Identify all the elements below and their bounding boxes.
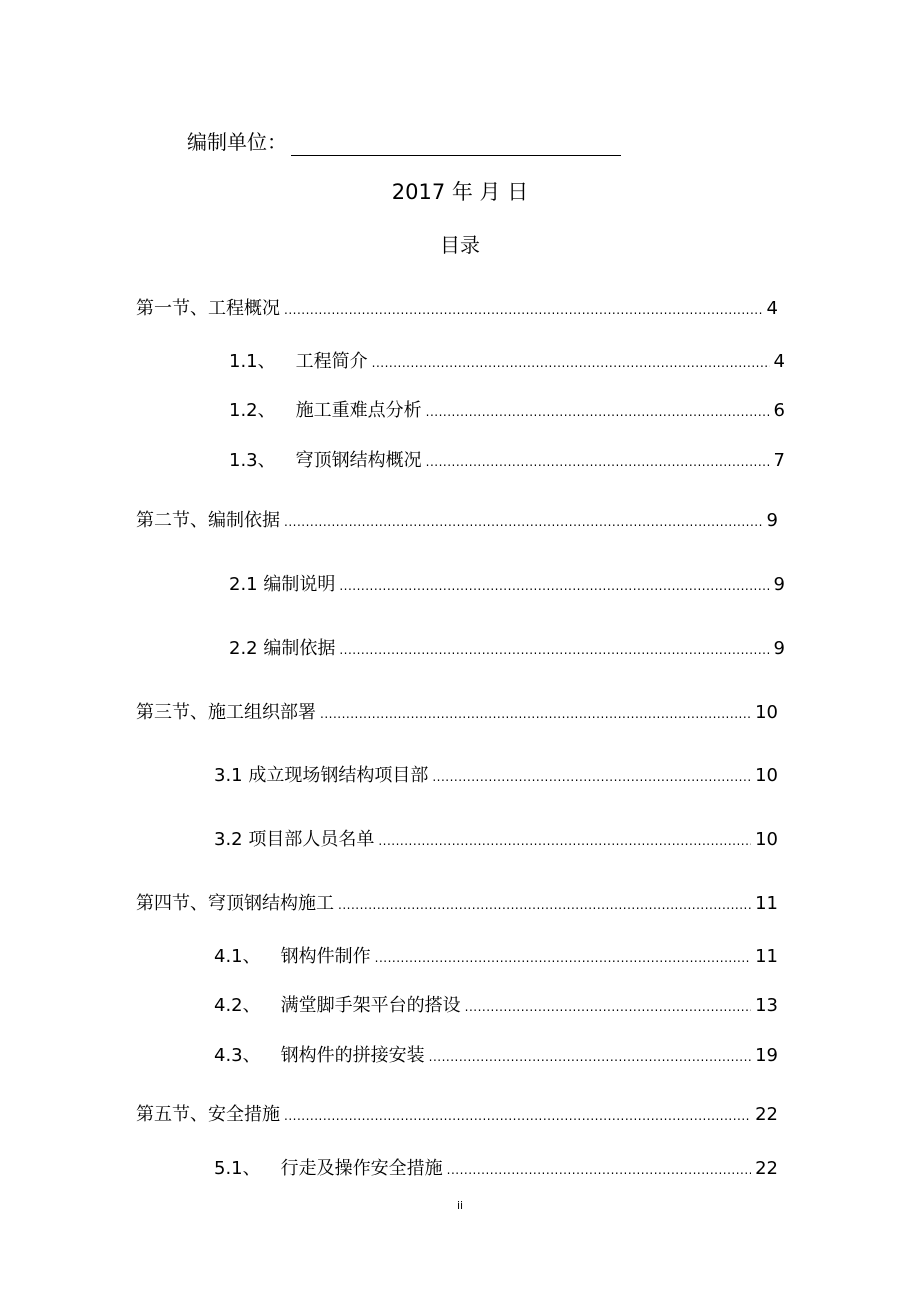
toc-entry[interactable] (214, 993, 778, 1019)
document-date: 2017 年 月 日 (391, 180, 529, 204)
toc-entry-number: 1.2、 (229, 400, 276, 421)
compiler-blank-line (291, 133, 621, 156)
toc-leader-dots (429, 1044, 751, 1070)
toc-entry-page: 9 (773, 574, 785, 595)
toc-entry-page: 4 (766, 298, 778, 319)
toc-leader-dots (378, 828, 751, 854)
toc-entry[interactable] (136, 891, 778, 917)
toc-leader-dots (426, 399, 770, 425)
toc-entry-page: 4 (773, 351, 785, 372)
toc-entry-text: 行走及操作安全措施 (280, 1158, 443, 1179)
toc-entry-page: 10 (755, 829, 778, 850)
toc-entry[interactable] (136, 700, 778, 726)
toc-entry-label (214, 1043, 425, 1069)
toc-entry-page: 19 (755, 1045, 778, 1066)
toc-entry-page: 11 (755, 946, 778, 967)
toc-entry-number: 1.1、 (229, 351, 276, 372)
toc-entry-number: 5.1、 (214, 1158, 261, 1179)
toc-entry-label: 第五节、安全措施 (136, 1104, 280, 1125)
toc-entry-label (229, 349, 368, 375)
toc-entry-page: 13 (755, 995, 778, 1016)
toc-entry-label: 第三节、施工组织部署 (136, 702, 316, 723)
toc-entry[interactable] (214, 827, 778, 853)
toc-leader-dots (284, 509, 763, 535)
toc-entry-number: 4.1、 (214, 946, 261, 967)
toc-leader-dots (432, 764, 751, 790)
toc-entry-text: 钢构件的拼接安装 (280, 1045, 425, 1066)
toc-entry-label: 第四节、穹顶钢结构施工 (136, 893, 334, 914)
toc-entry-page: 10 (755, 765, 778, 786)
toc-leader-dots (465, 994, 751, 1020)
toc-entry-text: 钢构件制作 (280, 946, 371, 967)
toc-entry-page: 9 (773, 638, 785, 659)
toc-entry-text: 满堂脚手架平台的搭设 (280, 995, 461, 1016)
toc-entry-number: 1.3、 (229, 450, 276, 471)
toc-entry-page: 11 (755, 893, 778, 914)
toc-entry[interactable] (229, 572, 785, 598)
toc-leader-dots (320, 701, 751, 727)
toc-entry[interactable] (214, 1043, 778, 1069)
toc-entry-number: 4.3、 (214, 1045, 261, 1066)
toc-leader-dots (338, 892, 751, 918)
toc-entry[interactable] (136, 1102, 778, 1128)
toc-entry[interactable] (136, 508, 778, 534)
toc-leader-dots (447, 1157, 751, 1183)
toc-entry-page: 10 (755, 702, 778, 723)
toc-leader-dots (339, 637, 769, 663)
toc-entry-label (214, 944, 371, 970)
toc-entry-label: 第一节、工程概况 (136, 298, 280, 319)
toc-leader-dots (284, 1103, 751, 1129)
toc-entry[interactable] (229, 636, 785, 662)
toc-entry[interactable] (229, 349, 785, 375)
toc-leader-dots (375, 945, 751, 971)
toc-entry-page: 6 (773, 400, 785, 421)
toc-entry-label: 第二节、编制依据 (136, 510, 280, 531)
page-number: ii (456, 1199, 464, 1212)
toc-title: 目录 (440, 233, 480, 257)
toc-entry-text: 施工重难点分析 (295, 400, 422, 421)
toc-entry[interactable] (214, 763, 778, 789)
toc-entry-label: 3.1 成立现场钢结构项目部 (214, 765, 429, 786)
toc-entry-label: 3.2 项目部人员名单 (214, 829, 375, 850)
toc-leader-dots (284, 297, 763, 323)
toc-entry-label (229, 398, 422, 424)
toc-leader-dots (372, 350, 770, 376)
toc-leader-dots (426, 449, 770, 475)
toc-entry-text: 工程简介 (295, 351, 368, 372)
toc-entry-label (229, 448, 422, 474)
toc-entry-label (214, 993, 461, 1019)
toc-entry-label: 2.2 编制依据 (229, 638, 336, 659)
toc-leader-dots (339, 573, 769, 599)
toc-entry[interactable] (214, 944, 778, 970)
toc-entry-text: 穹顶钢结构概况 (295, 450, 422, 471)
toc-entry[interactable] (136, 296, 778, 322)
toc-entry[interactable] (229, 398, 785, 424)
toc-entry[interactable] (214, 1156, 778, 1182)
toc-entry-label: 2.1 编制说明 (229, 574, 336, 595)
toc-entry-page: 9 (766, 510, 778, 531)
compiler-label: 编制单位： (187, 130, 287, 154)
toc-entry-page: 22 (755, 1158, 778, 1179)
toc-entry-page: 7 (773, 450, 785, 471)
toc-entry-page: 22 (755, 1104, 778, 1125)
toc-entry-label (214, 1156, 443, 1182)
toc-entry-number: 4.2、 (214, 995, 261, 1016)
compiler-field (187, 128, 621, 156)
toc-entry[interactable] (229, 448, 785, 474)
